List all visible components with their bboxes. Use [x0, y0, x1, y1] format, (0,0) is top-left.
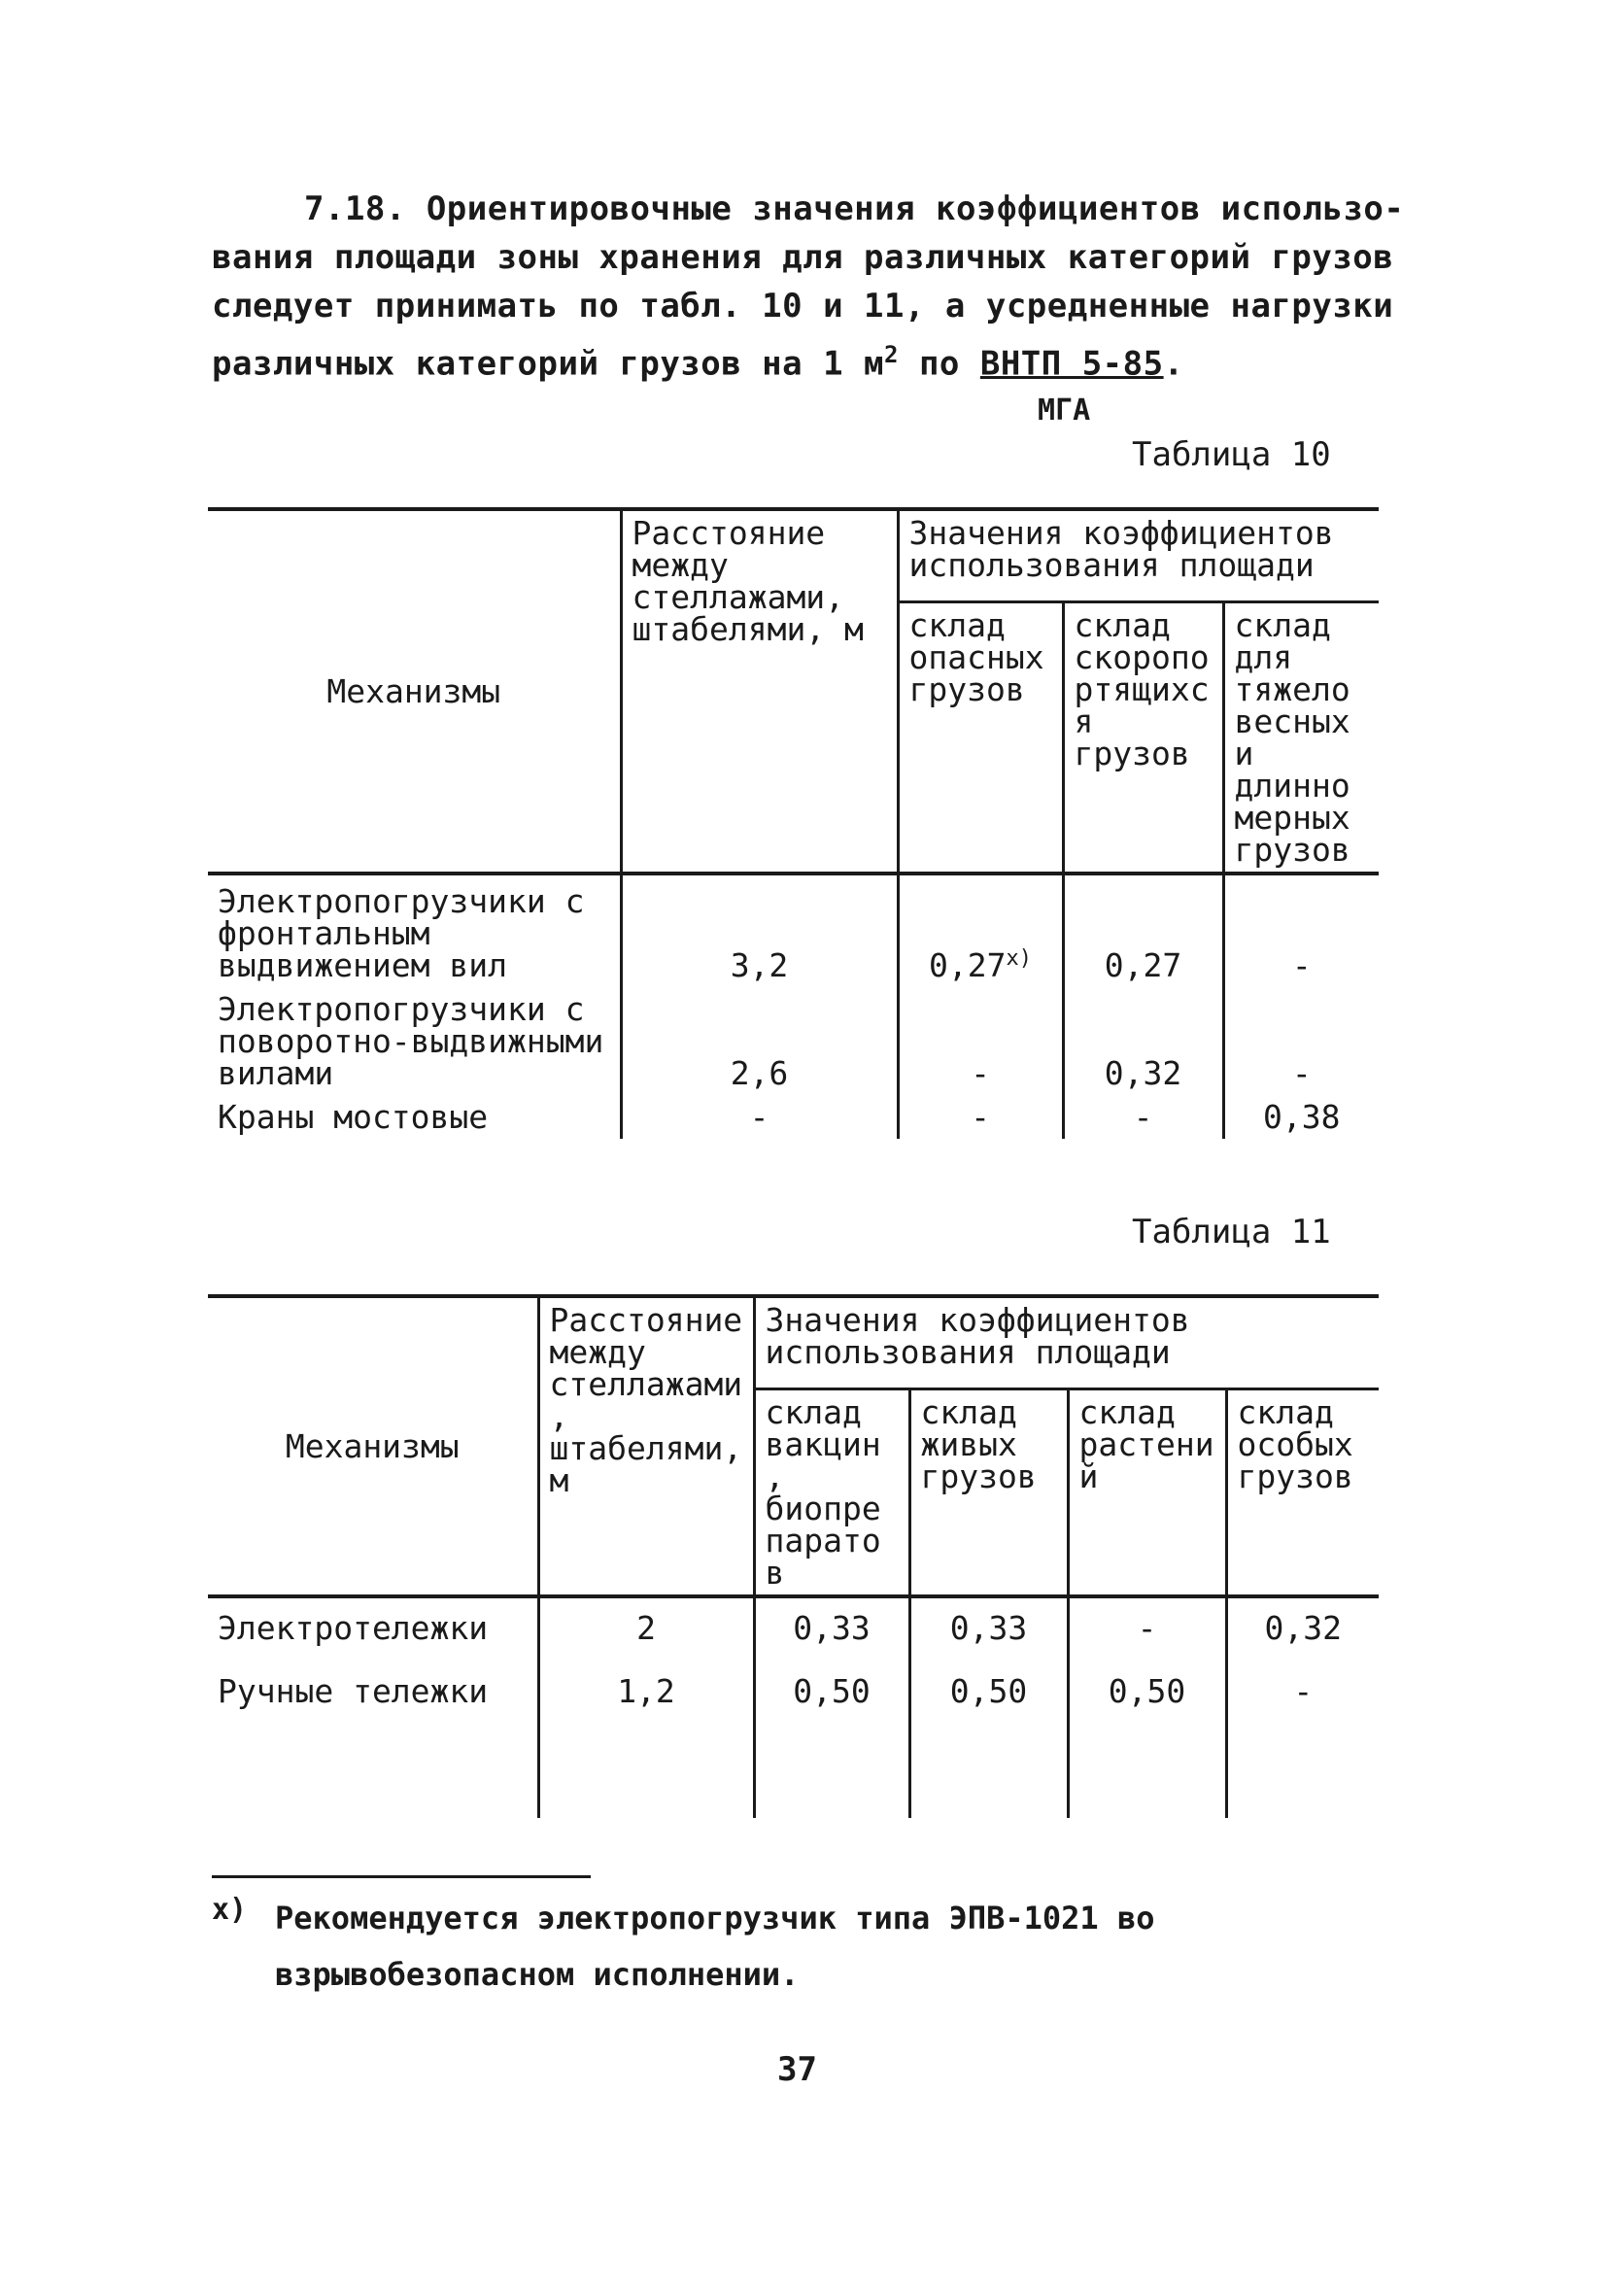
empty-cell: [538, 1713, 754, 1818]
cell-perishable: 0,32: [1063, 987, 1223, 1095]
header-col-plants: склад растений: [1068, 1389, 1226, 1597]
header-distance: Расстояние между стеллажами, штабелями, м: [621, 509, 898, 874]
table-11: [208, 1294, 1379, 1818]
paragraph-text: .: [1163, 344, 1184, 384]
table-row: [208, 1596, 1379, 1650]
cell-live: 0,50: [909, 1650, 1068, 1713]
cell-mechanism: Ручные тележки: [208, 1650, 538, 1713]
empty-cell: [1068, 1713, 1226, 1818]
paragraph-line: [212, 330, 1378, 388]
header-mechanisms: Механизмы: [208, 509, 621, 874]
table-10: [208, 507, 1379, 1139]
table-row: [208, 874, 1379, 987]
paragraph-line: 7.18. Ориентировочные значения коэффициентов использо-: [304, 189, 1405, 228]
cell-plants: 0,50: [1068, 1650, 1226, 1713]
header-mechanisms: Механизмы: [208, 1296, 538, 1596]
cell-distance: 1,2: [538, 1650, 754, 1713]
cell-distance: 3,2: [621, 874, 898, 987]
empty-cell: [208, 1713, 538, 1818]
empty-cell: [909, 1713, 1068, 1818]
header-coef-group: Значения коэффициентов использования площади: [898, 509, 1379, 602]
paragraph-7-18: [212, 185, 1405, 388]
header-col-perishable: склад скоропортящихся грузов: [1063, 602, 1223, 874]
footnote-divider: [212, 1875, 591, 1878]
table-spacer-row: [208, 1713, 1379, 1818]
cell-mechanism: Краны мостовые: [208, 1095, 621, 1139]
cell-mechanism: Электротележки: [208, 1596, 538, 1650]
cell-special: 0,32: [1226, 1596, 1379, 1650]
empty-cell: [1226, 1713, 1379, 1818]
footnote-text: Рекомендуется электропогрузчик типа ЭПВ-1021 во взрывобезопасном исполнении.: [275, 1900, 1155, 1993]
cell-plants: -: [1068, 1596, 1226, 1650]
paragraph-text: различных категорий грузов на 1 м: [212, 344, 885, 384]
cell-hazard: -: [898, 1095, 1063, 1139]
cell-heavy: 0,38: [1223, 1095, 1379, 1139]
cell-distance: -: [621, 1095, 898, 1139]
header-distance: Расстояние между стеллажами, штабелями, м: [538, 1296, 754, 1596]
paragraph-line: следует принимать по табл. 10 и 11, а усредненные нагрузки: [212, 287, 1394, 326]
cell-special: -: [1226, 1650, 1379, 1713]
cell-hazard: [898, 874, 1063, 987]
cell-heavy: -: [1223, 987, 1379, 1095]
cell-value: 0,27: [929, 946, 1007, 984]
cell-mechanism: Электропогрузчики с фронтальным выдвижением вил: [208, 874, 621, 987]
standard-organization: МГА: [1038, 394, 1091, 428]
footnote-mark: x): [212, 1893, 248, 1927]
table11-caption: Таблица 11: [1132, 1213, 1331, 1251]
standard-code: ВНТП 5-85: [979, 344, 1164, 384]
cell-heavy: -: [1223, 874, 1379, 987]
header-coef-group: Значения коэффициентов использования площади: [754, 1296, 1379, 1389]
paragraph-line: вания площади зоны хранения для различных категорий грузов: [212, 238, 1394, 277]
header-col-vaccines: склад вакцин, биопрепаратов: [754, 1389, 909, 1597]
cell-distance: 2: [538, 1596, 754, 1650]
cell-vaccines: 0,50: [754, 1650, 909, 1713]
empty-cell: [754, 1713, 909, 1818]
cell-live: 0,33: [909, 1596, 1068, 1650]
header-col-live: склад живых грузов: [909, 1389, 1068, 1597]
header-col-heavy: склад для тяжеловесных и длинномерных грузов: [1223, 602, 1379, 874]
cell-perishable: 0,27: [1063, 874, 1223, 987]
header-col-hazard: склад опасных грузов: [898, 602, 1063, 874]
header-col-special: склад особых грузов: [1226, 1389, 1379, 1597]
cell-perishable: -: [1063, 1095, 1223, 1139]
paragraph-text: по: [898, 344, 980, 384]
footnote: [212, 1890, 1407, 2003]
table-header-row: [208, 509, 1379, 602]
superscript: 2: [884, 341, 899, 368]
cell-hazard: -: [898, 987, 1063, 1095]
table-row: [208, 1095, 1379, 1139]
table-header-row: [208, 1296, 1379, 1389]
footnote-ref: x): [1006, 946, 1032, 971]
page-number: 37: [777, 2050, 817, 2089]
table-row: [208, 1650, 1379, 1713]
cell-mechanism: Электропогрузчики с поворотно-выдвижными вилами: [208, 987, 621, 1095]
table10-caption: Таблица 10: [1132, 435, 1331, 474]
cell-vaccines: 0,33: [754, 1596, 909, 1650]
cell-distance: 2,6: [621, 987, 898, 1095]
table-row: [208, 987, 1379, 1095]
